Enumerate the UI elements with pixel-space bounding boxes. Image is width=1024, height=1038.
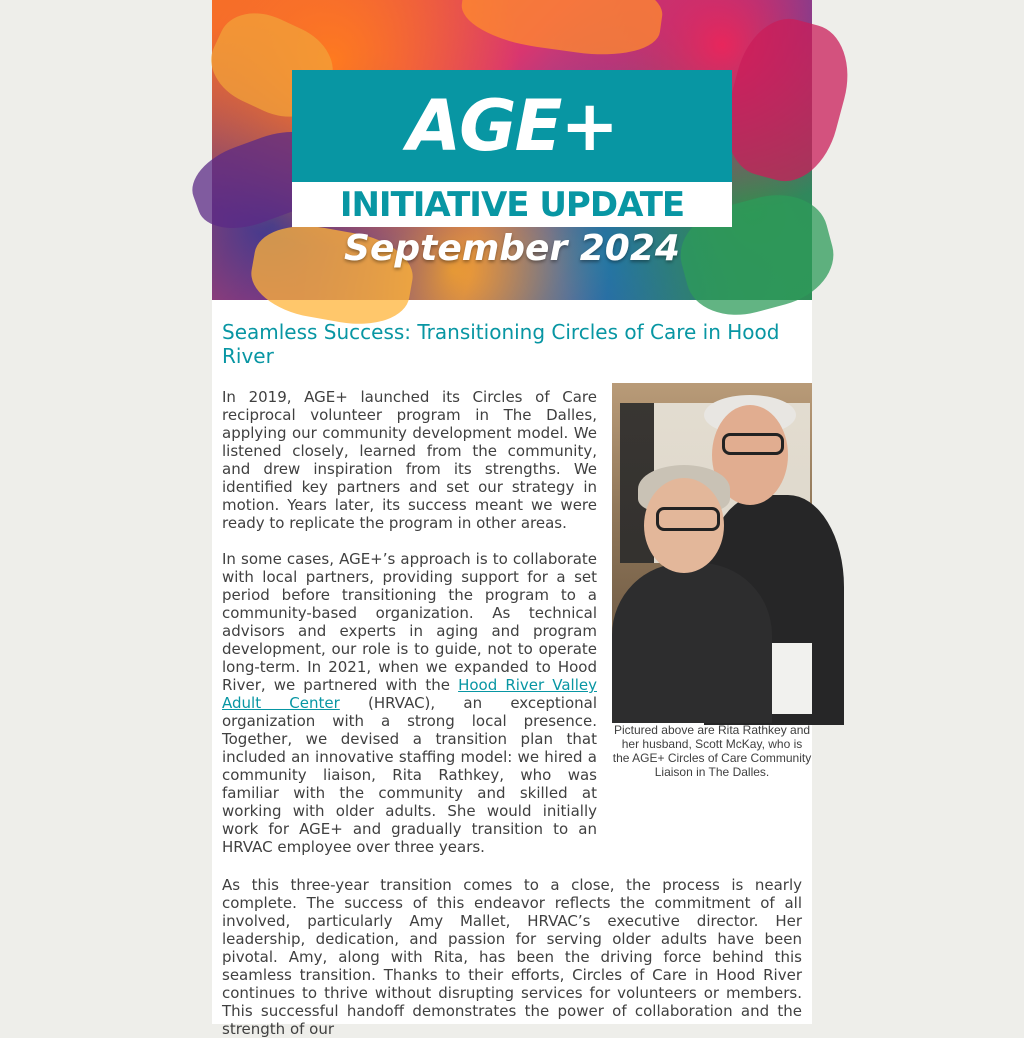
initiative-update-bar — [292, 182, 732, 227]
age-plus-logo: AGE+ — [406, 85, 618, 167]
photo-glasses — [722, 433, 784, 455]
paragraph-2 — [222, 550, 597, 856]
paint-stroke — [457, 0, 666, 64]
initiative-update-label: INITIATIVE UPDATE — [339, 184, 685, 225]
rita-scott-photo — [612, 383, 812, 714]
paragraph-2-text-end: (HRVAC), an exceptional organization with a strong local presence. Together, we devised a transition plan that included an innovative staffing model: we hired a community liaison, Rita Rathkey, who was familiar with the community and skilled at working with older adults. She would initially work for AGE+ and gradually transition to an HRVAC employee over three years. — [222, 694, 597, 856]
photo-paper — [772, 643, 812, 714]
photo-person-rita — [612, 563, 772, 723]
paint-stroke — [713, 8, 861, 191]
issue-date: September 2024 — [344, 228, 680, 269]
paragraph-1: In 2019, AGE+ launched its Circles of Care reciprocal volunteer program in The Dalles, applying our community development model. We listened closely, learned from the community, and drew inspiration from its strengths. We identified key partners and set our strategy in motion. Years later, its success meant we were ready to replicate the program in other areas. — [222, 388, 597, 532]
hrvac-link[interactable]: Hood River Valley Adult Center — [222, 676, 597, 712]
paragraph-2-text-start: In some cases, AGE+’s approach is to collaborate with local partners, providing support for a set period before transitioning the program to a community-based organization. As technical advisors and experts in aging and program development, our role is to guide, not to operate long-term. In 2021, when we expanded to Hood River, we partnered with the — [222, 550, 597, 694]
paragraph-3: As this three-year transition comes to a close, the process is nearly complete. The success of this endeavor reflects the commitment of all involved, particularly Amy Mallet, HRVAC’s executive director. Her leadership, dedication, and passion for serving older adults have been pivotal. Amy, along with Rita, has been the driving force behind this seamless transition. Thanks to their efforts, Circles of Care in Hood River continues to thrive without disrupting services for volunteers or members. This successful handoff demonstrates the power of collaboration and the strength of our — [222, 876, 802, 1038]
newsletter-body — [212, 0, 812, 1038]
photo-glasses — [656, 507, 720, 531]
article-headline: Seamless Success: Transitioning Circles of Care in Hood River — [222, 320, 780, 368]
logo-box — [292, 70, 732, 182]
header-banner — [212, 0, 812, 300]
photo-caption: Pictured above are Rita Rathkey and her husband, Scott McKay, who is the AGE+ Circles of Care Community Liaison in The Dalles. — [612, 723, 812, 779]
